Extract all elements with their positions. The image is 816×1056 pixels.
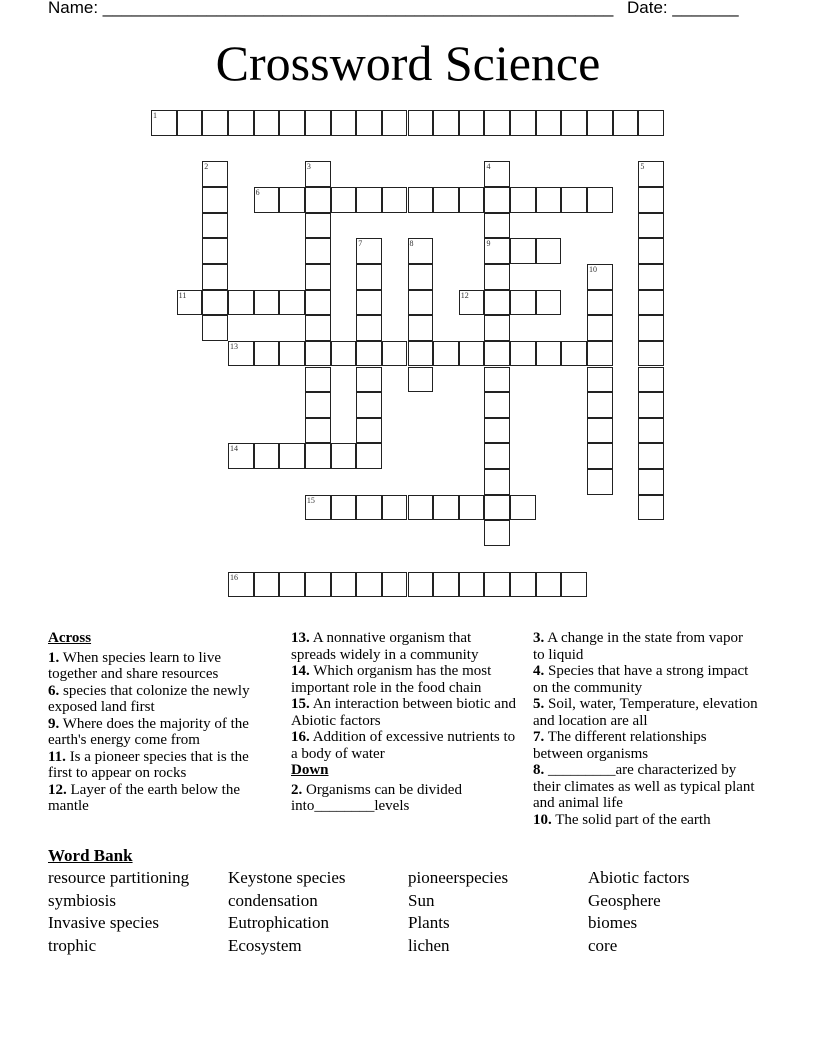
crossword-cell[interactable] xyxy=(536,238,562,264)
crossword-cell[interactable] xyxy=(305,187,331,213)
crossword-cell[interactable] xyxy=(433,572,459,598)
crossword-cell[interactable] xyxy=(331,187,357,213)
clue-number: 1 xyxy=(153,111,157,120)
crossword-cell[interactable] xyxy=(587,341,613,367)
crossword-cell[interactable] xyxy=(510,238,536,264)
crossword-cell[interactable] xyxy=(305,392,331,418)
crossword-cell[interactable] xyxy=(484,110,510,136)
crossword-cell[interactable] xyxy=(305,161,331,187)
clue-number: 2 xyxy=(204,162,209,172)
clue-number: 14 xyxy=(229,444,238,454)
clues-column-3 xyxy=(533,630,758,828)
word-bank-item: symbiosis xyxy=(48,890,117,910)
crossword-cell[interactable] xyxy=(459,290,485,316)
crossword-cell[interactable] xyxy=(202,161,228,187)
crossword-cell[interactable] xyxy=(331,572,357,598)
crossword-cell[interactable] xyxy=(510,341,536,367)
crossword-cell[interactable] xyxy=(638,495,664,521)
crossword-cell[interactable] xyxy=(356,238,382,264)
page-title: Crossword Science xyxy=(215,35,601,91)
crossword-cell[interactable] xyxy=(510,290,536,316)
clue-number: 12 xyxy=(460,290,469,300)
crossword-cell[interactable] xyxy=(382,187,408,213)
crossword-cell[interactable] xyxy=(638,238,664,264)
word-bank-item: pioneerspecies xyxy=(408,868,509,887)
crossword-cell[interactable] xyxy=(202,264,228,290)
crossword-cell[interactable] xyxy=(408,264,434,290)
crossword-cell[interactable] xyxy=(484,495,510,521)
crossword-cell[interactable] xyxy=(305,110,331,136)
crossword-cell[interactable] xyxy=(408,110,434,136)
clue-number: 11 xyxy=(178,290,187,300)
crossword-cell[interactable] xyxy=(484,572,510,598)
clue-down-8: 8. _________are characterized by their climates as well as typical plant and animal life xyxy=(533,762,755,811)
crossword-cell[interactable] xyxy=(254,110,280,136)
crossword-cell[interactable] xyxy=(484,213,510,239)
crossword-cell[interactable] xyxy=(279,290,305,316)
crossword-cell[interactable] xyxy=(305,418,331,444)
crossword-cell[interactable] xyxy=(202,290,228,316)
crossword-cell[interactable] xyxy=(305,264,331,290)
crossword-cell[interactable] xyxy=(356,392,382,418)
crossword-cell[interactable] xyxy=(638,213,664,239)
clue-number: 16 xyxy=(229,572,238,582)
crossword-cell[interactable] xyxy=(151,110,177,136)
crossword-cell[interactable] xyxy=(638,161,664,187)
crossword-cell[interactable] xyxy=(408,341,434,367)
crossword-cell[interactable] xyxy=(202,238,228,264)
word-bank-title: Word Bank xyxy=(48,846,133,865)
word-bank-item: lichen xyxy=(408,936,450,956)
crossword-cell[interactable] xyxy=(356,443,382,469)
word-bank-item: Sun xyxy=(408,890,435,910)
clue-number: 9 xyxy=(486,239,491,249)
clues-column-2 xyxy=(291,630,516,815)
word-bank-item: condensation xyxy=(228,890,318,910)
crossword-cell[interactable] xyxy=(228,572,254,598)
crossword-cell[interactable] xyxy=(587,367,613,393)
crossword-cell[interactable] xyxy=(228,443,254,469)
crossword-cell[interactable] xyxy=(484,367,510,393)
crossword-cell[interactable] xyxy=(305,290,331,316)
date-field[interactable]: Date: _______ xyxy=(627,0,739,17)
clue-down-4: 4. Species that have a strong impact on the community xyxy=(533,663,749,696)
crossword-cell[interactable] xyxy=(587,418,613,444)
crossword-cell[interactable] xyxy=(228,341,254,367)
crossword-cell[interactable] xyxy=(254,341,280,367)
clue-down-3: 3. A change in the state from vapor to liquid xyxy=(533,630,743,663)
clue-down-2: 2. Organisms can be divided into________levels xyxy=(291,781,462,814)
crossword-cell[interactable] xyxy=(536,290,562,316)
crossword-cell[interactable] xyxy=(305,341,331,367)
clue-down-5: 5. Soil, water, Temperature, elevation and location are all xyxy=(533,696,758,729)
word-bank-item: biomes xyxy=(588,913,638,933)
word-bank-item: trophic xyxy=(48,936,97,956)
crossword-cell[interactable] xyxy=(484,418,510,444)
clue-down-7: 7. The different relationships between organisms xyxy=(533,729,707,762)
word-bank-item: Invasive species xyxy=(48,913,159,933)
crossword-cell[interactable] xyxy=(561,187,587,213)
crossword-cell[interactable] xyxy=(305,572,331,598)
across-heading: Across xyxy=(48,630,92,646)
crossword-cell[interactable] xyxy=(638,290,664,316)
clue-number: 3 xyxy=(306,162,311,172)
crossword-cell[interactable] xyxy=(484,443,510,469)
crossword-cell[interactable] xyxy=(613,110,639,136)
crossword-cell[interactable] xyxy=(279,110,305,136)
crossword-cell[interactable] xyxy=(408,367,434,393)
crossword-cell[interactable] xyxy=(408,495,434,521)
crossword-cell[interactable] xyxy=(587,290,613,316)
crossword-cell[interactable] xyxy=(356,315,382,341)
clue-across-13: 13. A nonnative organism that spreads widely in a community xyxy=(291,630,479,663)
crossword-cell[interactable] xyxy=(331,443,357,469)
crossword-cell[interactable] xyxy=(254,572,280,598)
crossword-cell[interactable] xyxy=(433,341,459,367)
crossword-cell[interactable] xyxy=(536,341,562,367)
crossword-cell[interactable] xyxy=(305,238,331,264)
crossword-cell[interactable] xyxy=(382,341,408,367)
crossword-cell[interactable] xyxy=(331,110,357,136)
name-field[interactable]: Name: ______________________________________________________ xyxy=(48,0,614,17)
crossword-cell[interactable] xyxy=(305,315,331,341)
crossword-cell[interactable] xyxy=(408,238,434,264)
crossword-cell[interactable] xyxy=(484,520,510,546)
crossword-cell[interactable] xyxy=(587,264,613,290)
crossword-cell[interactable] xyxy=(356,290,382,316)
crossword-cell[interactable] xyxy=(382,110,408,136)
crossword-cell[interactable] xyxy=(484,264,510,290)
crossword-cell[interactable] xyxy=(305,443,331,469)
word-bank-item: Eutrophication xyxy=(228,913,330,933)
crossword-cell[interactable] xyxy=(202,315,228,341)
crossword-cell[interactable] xyxy=(279,572,305,598)
clue-across-6: 6. species that colonize the newly exposed land first xyxy=(48,682,250,715)
crossword-cell[interactable] xyxy=(433,110,459,136)
crossword-cell[interactable] xyxy=(305,367,331,393)
crossword-cell[interactable] xyxy=(587,392,613,418)
clue-across-15: 15. An interaction between biotic and Abiotic factors xyxy=(291,696,516,729)
crossword-cell[interactable] xyxy=(484,187,510,213)
crossword-cell[interactable] xyxy=(356,367,382,393)
crossword-cell[interactable] xyxy=(408,290,434,316)
word-bank-item: Abiotic factors xyxy=(588,868,690,887)
crossword-cell[interactable] xyxy=(587,187,613,213)
crossword-cell[interactable] xyxy=(484,161,510,187)
crossword-cell[interactable] xyxy=(279,443,305,469)
crossword-cell[interactable] xyxy=(536,572,562,598)
word-bank-column-3 xyxy=(408,867,508,958)
crossword-cell[interactable] xyxy=(382,495,408,521)
crossword-cell[interactable] xyxy=(484,290,510,316)
crossword-cell[interactable] xyxy=(484,315,510,341)
crossword-cell[interactable] xyxy=(228,110,254,136)
crossword-cell[interactable] xyxy=(254,290,280,316)
crossword-cell[interactable] xyxy=(202,213,228,239)
crossword-cell[interactable] xyxy=(382,572,408,598)
crossword-cell[interactable] xyxy=(638,367,664,393)
word-bank-item: Keystone species xyxy=(228,868,346,887)
crossword-cell[interactable] xyxy=(484,238,510,264)
down-heading: Down xyxy=(291,762,329,778)
clue-number: 4 xyxy=(486,162,491,172)
clues-column-1 xyxy=(48,630,273,815)
crossword-cell[interactable] xyxy=(561,110,587,136)
crossword-cell[interactable] xyxy=(638,187,664,213)
crossword-cell[interactable] xyxy=(638,315,664,341)
crossword-cell[interactable] xyxy=(484,392,510,418)
crossword-cell[interactable] xyxy=(587,443,613,469)
crossword-cell[interactable] xyxy=(356,187,382,213)
clue-across-9: 9. Where does the majority of the earth's energy come from xyxy=(48,715,249,748)
crossword-cell[interactable] xyxy=(433,495,459,521)
crossword-cell[interactable] xyxy=(356,572,382,598)
word-bank-column-4 xyxy=(588,867,690,958)
crossword-cell[interactable] xyxy=(459,495,485,521)
word-bank-item: Ecosystem xyxy=(228,936,302,956)
crossword-cell[interactable] xyxy=(356,495,382,521)
crossword-cell[interactable] xyxy=(510,572,536,598)
clue-number: 8 xyxy=(409,239,414,249)
crossword-cell[interactable] xyxy=(356,110,382,136)
clue-number: 5 xyxy=(640,162,645,172)
crossword-cell[interactable] xyxy=(536,187,562,213)
crossword-cell[interactable] xyxy=(587,110,613,136)
crossword-cell[interactable] xyxy=(638,443,664,469)
crossword-cell[interactable] xyxy=(587,469,613,495)
crossword-cell[interactable] xyxy=(459,341,485,367)
crossword-cell[interactable] xyxy=(510,495,536,521)
crossword-cell[interactable] xyxy=(638,341,664,367)
crossword-cell[interactable] xyxy=(254,187,280,213)
crossword-cell[interactable] xyxy=(638,418,664,444)
crossword-cell[interactable] xyxy=(331,495,357,521)
crossword-cell[interactable] xyxy=(561,572,587,598)
clue-across-14: 14. Which organism has the most important role in the food chain xyxy=(291,663,492,696)
clue-down-10: 10. The solid part of the earth xyxy=(533,811,711,828)
crossword-cell[interactable] xyxy=(408,187,434,213)
word-bank-column-1 xyxy=(48,867,189,958)
crossword-cell[interactable] xyxy=(510,110,536,136)
crossword-cell[interactable] xyxy=(408,572,434,598)
clue-number: 7 xyxy=(358,239,363,249)
crossword-cell[interactable] xyxy=(638,392,664,418)
crossword-cell[interactable] xyxy=(356,264,382,290)
clue-across-16: 16. Addition of excessive nutrients to a body of water xyxy=(291,729,516,762)
crossword-cell[interactable] xyxy=(484,469,510,495)
crossword-cell[interactable] xyxy=(510,187,536,213)
word-bank-item: resource partitioning xyxy=(48,868,190,887)
crossword-cell[interactable] xyxy=(484,341,510,367)
crossword-cell[interactable] xyxy=(202,187,228,213)
clue-across-12: 12. Layer of the earth below the mantle xyxy=(48,781,241,814)
crossword-cell[interactable] xyxy=(561,341,587,367)
word-bank-column-2 xyxy=(228,867,346,958)
clue-number: 10 xyxy=(589,264,598,274)
crossword-cell[interactable] xyxy=(279,187,305,213)
clue-number: 15 xyxy=(306,495,315,505)
clue-across-11: 11. Is a pioneer species that is the first to appear on rocks xyxy=(48,748,249,781)
crossword-cell[interactable] xyxy=(202,110,228,136)
crossword-cell[interactable] xyxy=(408,315,434,341)
word-bank-item: core xyxy=(588,936,618,956)
crossword-cell[interactable] xyxy=(305,213,331,239)
clue-number: 6 xyxy=(255,187,260,197)
crossword-cell[interactable] xyxy=(177,290,203,316)
crossword-cell[interactable] xyxy=(638,110,664,136)
crossword-cell[interactable] xyxy=(433,187,459,213)
word-bank-item: Geosphere xyxy=(588,890,661,910)
crossword-cell[interactable] xyxy=(356,341,382,367)
crossword-cell[interactable] xyxy=(331,341,357,367)
crossword-cell[interactable] xyxy=(536,110,562,136)
crossword-cell[interactable] xyxy=(638,469,664,495)
crossword-cell[interactable] xyxy=(587,315,613,341)
word-bank-item: Plants xyxy=(408,913,450,933)
crossword-cell[interactable] xyxy=(305,495,331,521)
crossword-cell[interactable] xyxy=(356,418,382,444)
crossword-cell[interactable] xyxy=(254,443,280,469)
crossword-cell[interactable] xyxy=(459,110,485,136)
clue-across-1: 1. When species learn to live together and share resources xyxy=(48,649,222,682)
crossword-cell[interactable] xyxy=(279,341,305,367)
crossword-cell[interactable] xyxy=(177,110,203,136)
crossword-cell[interactable] xyxy=(228,290,254,316)
clue-number: 13 xyxy=(229,341,238,351)
crossword-cell[interactable] xyxy=(638,264,664,290)
crossword-cell[interactable] xyxy=(459,572,485,598)
crossword-cell[interactable] xyxy=(459,187,485,213)
